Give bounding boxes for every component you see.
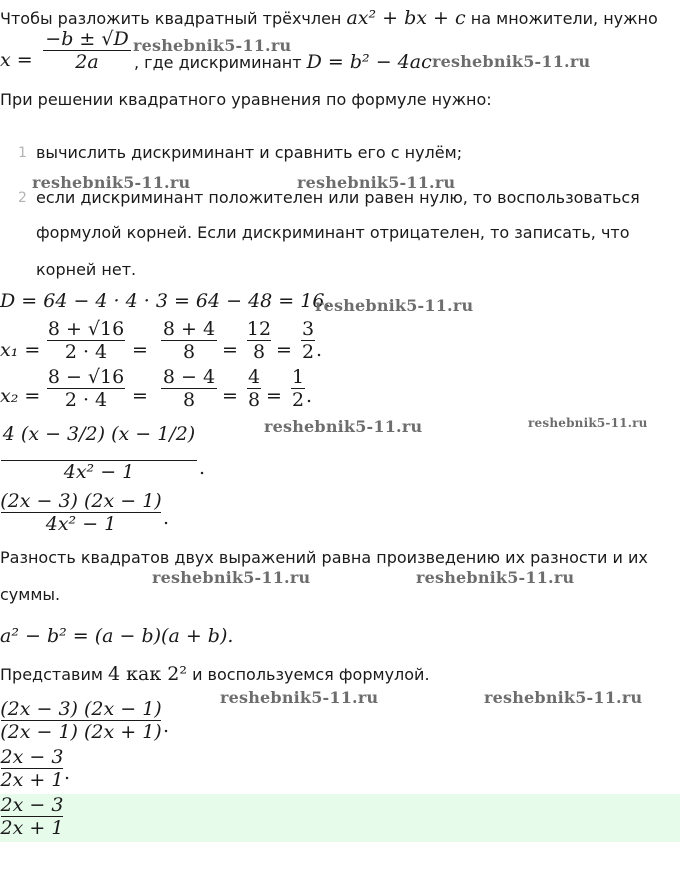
period: . (163, 715, 170, 737)
denominator: 2 · 4 (64, 341, 108, 363)
denominator: 4x² − 1 (45, 513, 117, 535)
period: . (306, 385, 313, 407)
numerator: 2x − 3 (0, 746, 64, 768)
factored-expression (0, 420, 198, 483)
denominator: 2 · 4 (64, 389, 108, 411)
difference-text-1: Разность квадратов двух выражений равна произведению их разности и их (0, 548, 648, 567)
represent-line (0, 664, 430, 685)
intro-tail: на множители, нужно (470, 9, 658, 28)
intro-line-2 (134, 52, 432, 73)
root-lhs: x = (0, 49, 33, 71)
intro-line-3: При решении квадратного уравнения по формуле нужно: (0, 90, 492, 109)
equals-sign: = (132, 385, 148, 407)
numerator: 8 − 4 (162, 366, 216, 388)
step-number: 2 (18, 190, 27, 206)
step-text-line-2: формулой корней. Если дискриминант отрицателен, то записать, что (36, 223, 630, 242)
denominator: 4x² − 1 (63, 461, 135, 483)
numerator: 8 + √16 (47, 318, 125, 340)
step-text-line-3: корней нет. (36, 260, 137, 279)
answer-highlight (0, 794, 680, 842)
watermark: reshebnik5-11.ru (528, 416, 648, 430)
denominator: 8 (252, 341, 266, 363)
x1-fraction-3 (246, 318, 272, 363)
equals-sign: = (132, 339, 148, 361)
step-text-line-1: если дискриминант положителен или равен нулю, то воспользоваться (36, 188, 640, 207)
watermark: reshebnik5-11.ru (264, 417, 423, 436)
x1-lhs: x₁ = (0, 339, 41, 361)
denominator: 8 (182, 341, 196, 363)
watermark: reshebnik5-11.ru (133, 36, 292, 55)
represent-text: и воспользуемся формулой. (192, 665, 430, 684)
difference-of-squares-formula: a² − b² = (a − b)(a + b). (0, 625, 234, 647)
watermark: reshebnik5-11.ru (297, 173, 456, 192)
watermark: reshebnik5-11.ru (416, 568, 575, 587)
numerator: 12 (246, 318, 272, 340)
intro-text: Чтобы разложить квадратный трёхчлен (0, 9, 342, 28)
numerator: 1 (291, 366, 305, 388)
numerator: 8 − √16 (47, 366, 125, 388)
denominator: 2 (291, 389, 305, 411)
x1-fraction-4 (300, 318, 316, 363)
watermark: reshebnik5-11.ru (432, 52, 591, 71)
denominator: 2 (301, 341, 315, 363)
numerator: 8 + 4 (162, 318, 216, 340)
expanded-expression (0, 490, 162, 535)
intro-line-1 (0, 8, 658, 29)
trinomial-formula: ax² + bx + c (346, 7, 466, 29)
discriminant-formula: D = b² − 4ac (306, 51, 432, 73)
x1-fraction-1 (46, 318, 126, 363)
period: . (316, 339, 323, 361)
x2-fraction-4 (290, 366, 306, 411)
denominator: 8 (182, 389, 196, 411)
x2-fraction-2 (160, 366, 218, 411)
numerator: (2x − 3) (2x − 1) (0, 698, 162, 720)
step-number: 1 (18, 145, 27, 161)
period: . (199, 457, 206, 479)
equals-sign: = (222, 339, 238, 361)
denominator: 8 (247, 389, 261, 411)
x1-fraction-2 (160, 318, 218, 363)
watermark: reshebnik5-11.ru (315, 296, 474, 315)
equals-sign: = (276, 339, 292, 361)
x2-fraction-1 (46, 366, 126, 411)
root-fraction (42, 28, 132, 73)
discriminant-calculation: D = 64 − 4 · 4 · 3 = 64 − 48 = 16. (0, 290, 331, 312)
simplified-fraction (0, 746, 64, 791)
represent-text: Представим (0, 665, 103, 684)
denominator: (2x − 1) (2x + 1) (0, 721, 162, 743)
equals-sign: = (266, 385, 282, 407)
period: . (64, 762, 71, 784)
numerator: 2x − 3 (0, 794, 64, 816)
represent-formula: 4 как 2² (108, 663, 187, 685)
discriminant-text: , где дискриминант (134, 53, 302, 72)
watermark: reshebnik5-11.ru (32, 173, 191, 192)
equals-sign: = (222, 385, 238, 407)
step-text: вычислить дискриминант и сравнить его с нулём; (36, 143, 463, 162)
numerator: 3 (301, 318, 315, 340)
factored-fraction (0, 698, 162, 743)
denominator: 2x + 1 (0, 817, 64, 839)
x2-fraction-3 (246, 366, 262, 411)
watermark: reshebnik5-11.ru (220, 688, 379, 707)
watermark: reshebnik5-11.ru (484, 688, 643, 707)
x2-lhs: x₂ = (0, 385, 41, 407)
numerator: 4 (247, 366, 261, 388)
answer-fraction (0, 794, 64, 839)
root-numerator: −b ± √D (45, 28, 129, 50)
numerator: 4 (x − 3/2) (x − 1/2) (2, 423, 196, 445)
root-denominator: 2a (75, 51, 99, 73)
period: . (163, 507, 170, 529)
denominator: 2x + 1 (0, 769, 64, 791)
watermark: reshebnik5-11.ru (152, 568, 311, 587)
numerator: (2x − 3) (2x − 1) (0, 490, 162, 512)
difference-text-2: суммы. (0, 585, 61, 604)
